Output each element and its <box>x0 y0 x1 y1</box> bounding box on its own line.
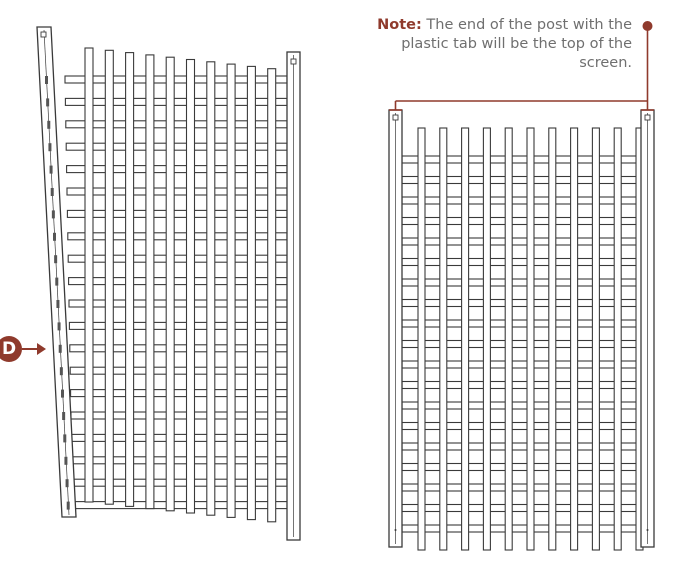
rail <box>402 382 641 389</box>
post-hole <box>62 412 65 420</box>
slat <box>571 128 578 550</box>
slat <box>227 64 235 517</box>
post-hole <box>45 76 48 84</box>
post-hole <box>47 121 50 129</box>
rail <box>402 341 641 348</box>
rail <box>402 259 641 266</box>
slat <box>207 62 215 515</box>
note-bullet-icon <box>643 21 653 31</box>
rail <box>402 300 641 307</box>
rail <box>402 525 641 532</box>
rail <box>402 361 641 368</box>
rail <box>402 156 641 163</box>
post-hole <box>61 390 64 398</box>
slat <box>418 128 425 550</box>
slat <box>166 57 174 511</box>
rail <box>402 177 641 184</box>
rail <box>402 218 641 225</box>
note-label: Note: <box>377 17 422 33</box>
rail <box>402 320 641 327</box>
arrow-right-icon <box>37 343 46 355</box>
rail <box>402 464 641 471</box>
slat <box>187 60 195 514</box>
callout-letter: D <box>1 339 17 359</box>
slat <box>146 55 154 509</box>
rail <box>402 402 641 409</box>
rail <box>402 505 641 512</box>
rail <box>402 484 641 491</box>
post-hole <box>63 434 66 442</box>
post-hole <box>56 300 59 308</box>
rail <box>402 279 641 286</box>
note-body: The end of the post with the plastic tab will be the top of the screen. <box>401 17 632 71</box>
slat <box>592 128 599 550</box>
slat <box>105 50 113 504</box>
slat <box>505 128 512 550</box>
post-hole <box>51 188 54 196</box>
right-screen-rails <box>402 156 641 532</box>
post-hole <box>54 255 57 263</box>
plastic-tab-icon <box>393 115 398 120</box>
plastic-tab-icon <box>291 59 296 64</box>
post-hole <box>58 322 61 330</box>
slat <box>268 69 276 522</box>
plastic-tab-icon <box>645 115 650 120</box>
post-hole <box>59 345 62 353</box>
rail <box>402 238 641 245</box>
slat <box>440 128 447 550</box>
slat <box>247 66 255 519</box>
note-text-block <box>372 16 632 73</box>
post-hole <box>48 143 51 151</box>
rail <box>402 443 641 450</box>
post-hole <box>60 367 63 375</box>
slat <box>85 48 93 502</box>
post-hole <box>53 233 56 241</box>
slat <box>126 53 134 507</box>
slat <box>614 128 621 550</box>
post-hole <box>66 479 69 487</box>
rail <box>402 423 641 430</box>
post-hole <box>46 98 49 106</box>
slat <box>462 128 469 550</box>
rail <box>402 197 641 204</box>
post-hole <box>52 210 55 218</box>
slat <box>483 128 490 550</box>
post-hole <box>64 457 67 465</box>
post-hole <box>67 502 70 510</box>
slat <box>527 128 534 550</box>
post-hole <box>55 278 58 286</box>
plastic-tab-icon <box>41 32 46 37</box>
slat <box>549 128 556 550</box>
post-hole <box>50 166 53 174</box>
